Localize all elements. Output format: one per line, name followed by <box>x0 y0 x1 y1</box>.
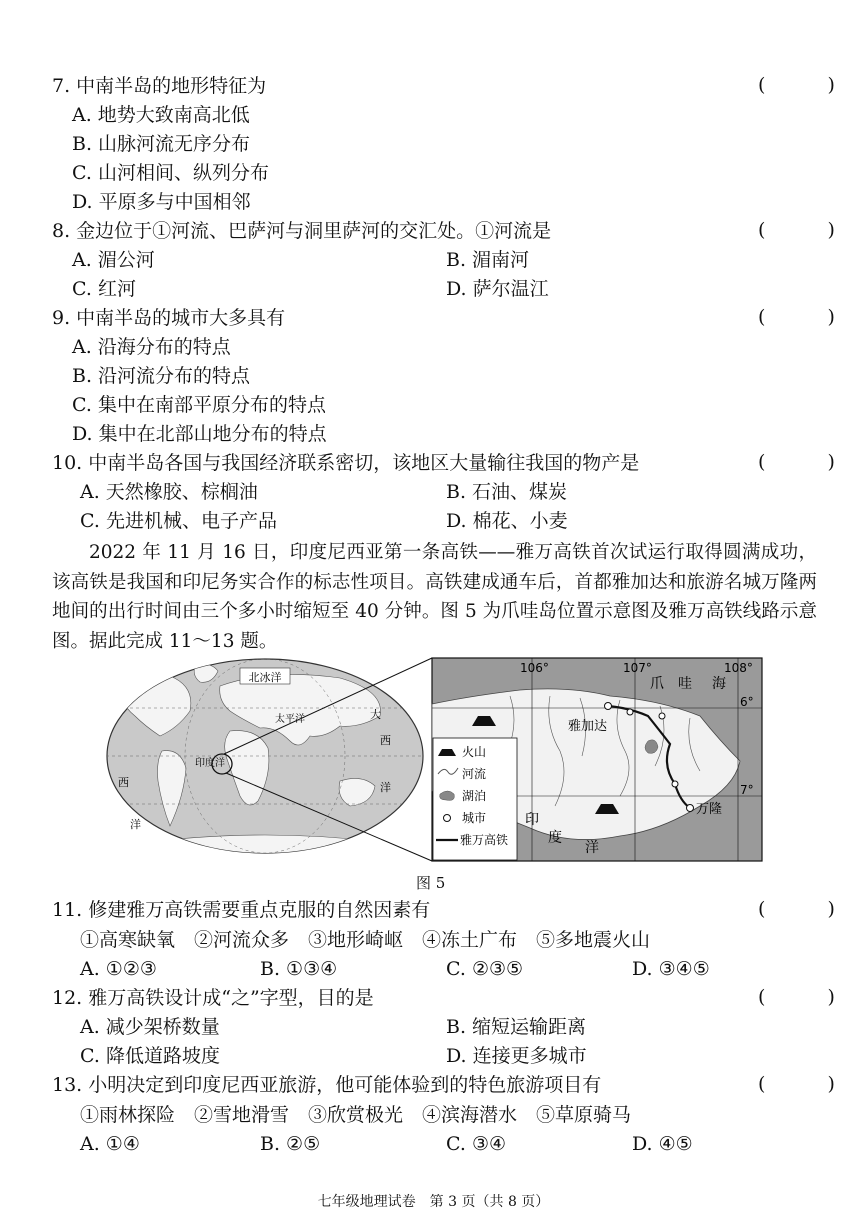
q13-option-d: D. ④⑤ <box>632 1133 693 1155</box>
q12-option-a: A. 减少架桥数量 <box>80 1016 220 1038</box>
q7-option-a: A. 地势大致南高北低 <box>72 104 250 126</box>
city-marker <box>659 713 665 719</box>
city-marker <box>627 709 633 715</box>
lon-108: 108° <box>724 661 753 675</box>
label-java-sea-2: 哇 <box>678 676 692 692</box>
city-jakarta-marker <box>605 703 612 710</box>
lat-7: 7° <box>740 783 754 797</box>
label-indian-ocean-1: 印 <box>525 812 539 828</box>
passage-text: 2022 年 11 月 16 日，印度尼西亚第一条高铁——雅万高铁首次试运行取得圆满成功，该高铁是我国和印尼务实合作的标志性项目。高铁建成通车后，首都雅加达和旅游名城万隆两地间的出行时间由三个多小时缩短至 40 分钟。图 5 为爪哇岛位置示意图及雅万高铁线路示意图。据此完成 11～13 题。 <box>52 542 817 652</box>
page-footer: 七年级地理试卷 第 3 页（共 8 页） <box>317 1194 550 1210</box>
lon-106: 106° <box>520 661 549 675</box>
legend-railway: 雅万高铁 <box>460 833 509 847</box>
q11-answer-paren: ( ) <box>758 898 863 920</box>
lat-6: 6° <box>740 695 754 709</box>
q12-stem: 12. 雅万高铁设计成“之”字型，目的是 <box>52 987 374 1009</box>
label-atlantic-3: 洋 <box>380 781 391 794</box>
label-atlantic-2: 西 <box>380 734 391 747</box>
q13-stem: 13. 小明决定到印度尼西亚旅游，他可能体验到的特色旅游项目有 <box>52 1074 602 1096</box>
q7-option-b: B. 山脉河流无序分布 <box>72 133 251 155</box>
label-west-yang: 洋 <box>130 818 141 831</box>
q7-option-d: D. 平原多与中国相邻 <box>72 191 251 213</box>
q10-answer-paren: ( ) <box>758 451 863 473</box>
label-west-xi: 西 <box>118 776 129 789</box>
legend <box>433 738 517 860</box>
label-indian: 印度洋 <box>195 758 225 769</box>
q10-option-c: C. 先进机械、电子产品 <box>80 510 277 532</box>
q13-statements: ①雨林探险 ②雪地滑雪 ③欣赏极光 ④滨海潜水 ⑤草原骑马 <box>80 1104 632 1126</box>
q9-option-a: A. 沿海分布的特点 <box>72 336 231 358</box>
q9-stem: 9. 中南半岛的城市大多具有 <box>52 307 286 329</box>
label-java-sea-3: 海 <box>712 676 726 692</box>
label-arctic: 北冰洋 <box>248 671 282 684</box>
q7-stem: 7. 中南半岛的地形特征为 <box>52 75 267 97</box>
q11-option-c: C. ②③⑤ <box>446 958 524 980</box>
q13-option-b: B. ②⑤ <box>260 1133 321 1155</box>
legend-lake: 湖泊 <box>462 789 487 803</box>
q11-option-d: D. ③④⑤ <box>632 958 710 980</box>
figure-caption: 图 5 <box>416 874 446 892</box>
q10-option-b: B. 石油、煤炭 <box>446 481 568 503</box>
legend-volcano: 火山 <box>462 745 487 759</box>
label-java-sea-1: 爪 <box>650 676 664 692</box>
q10-option-a: A. 天然橡胶、棕榈油 <box>80 481 258 503</box>
legend-city-icon <box>444 815 451 822</box>
q13-answer-paren: ( ) <box>758 1073 863 1095</box>
q13-option-a: A. ①④ <box>80 1133 140 1155</box>
q8-option-b: B. 湄南河 <box>446 249 530 271</box>
q11-statements: ①高寒缺氧 ②河流众多 ③地形崎岖 ④冻土广布 ⑤多地震火山 <box>80 929 651 951</box>
q8-answer-paren: ( ) <box>758 219 863 241</box>
q12-option-b: B. 缩短运输距离 <box>446 1016 587 1038</box>
q8-option-d: D. 萨尔温江 <box>446 278 549 300</box>
world-map <box>100 659 430 866</box>
city-bandung-marker <box>687 805 694 812</box>
q9-option-c: C. 集中在南部平原分布的特点 <box>72 394 326 416</box>
q11-option-b: B. ①③④ <box>260 958 338 980</box>
label-atlantic-1: 大 <box>370 708 381 721</box>
label-jakarta: 雅加达 <box>568 719 608 734</box>
reading-passage <box>52 538 817 656</box>
inset-map <box>432 658 762 861</box>
legend-city: 城市 <box>462 811 487 825</box>
q9-answer-paren: ( ) <box>758 306 863 328</box>
q8-option-a: A. 湄公河 <box>72 249 155 271</box>
q8-stem: 8. 金边位于①河流、巴萨河与洞里萨河的交汇处。①河流是 <box>52 220 552 242</box>
legend-river: 河流 <box>462 767 487 781</box>
q12-option-c: C. 降低道路坡度 <box>80 1045 220 1067</box>
q13-option-c: C. ③④ <box>446 1133 507 1155</box>
label-bandung: 万隆 <box>696 802 723 817</box>
label-pacific: 太平洋 <box>275 714 305 725</box>
q11-option-a: A. ①②③ <box>80 958 157 980</box>
q12-option-d: D. 连接更多城市 <box>446 1045 587 1067</box>
label-indian-ocean-2: 度 <box>548 830 562 846</box>
lon-107: 107° <box>623 661 652 675</box>
q9-option-d: D. 集中在北部山地分布的特点 <box>72 423 327 445</box>
q7-option-c: C. 山河相间、纵列分布 <box>72 162 269 184</box>
label-indian-ocean-3: 洋 <box>585 840 599 856</box>
q10-stem: 10. 中南半岛各国与我国经济联系密切，该地区大量输往我国的物产是 <box>52 452 640 474</box>
city-marker <box>672 781 678 787</box>
q8-option-c: C. 红河 <box>72 278 136 300</box>
q9-option-b: B. 沿河流分布的特点 <box>72 365 251 387</box>
q10-option-d: D. 棉花、小麦 <box>446 510 568 532</box>
q11-stem: 11. 修建雅万高铁需要重点克服的自然因素有 <box>52 899 431 921</box>
q12-answer-paren: ( ) <box>758 986 863 1008</box>
q7-answer-paren: ( ) <box>758 74 863 96</box>
figure-5 <box>100 656 765 866</box>
